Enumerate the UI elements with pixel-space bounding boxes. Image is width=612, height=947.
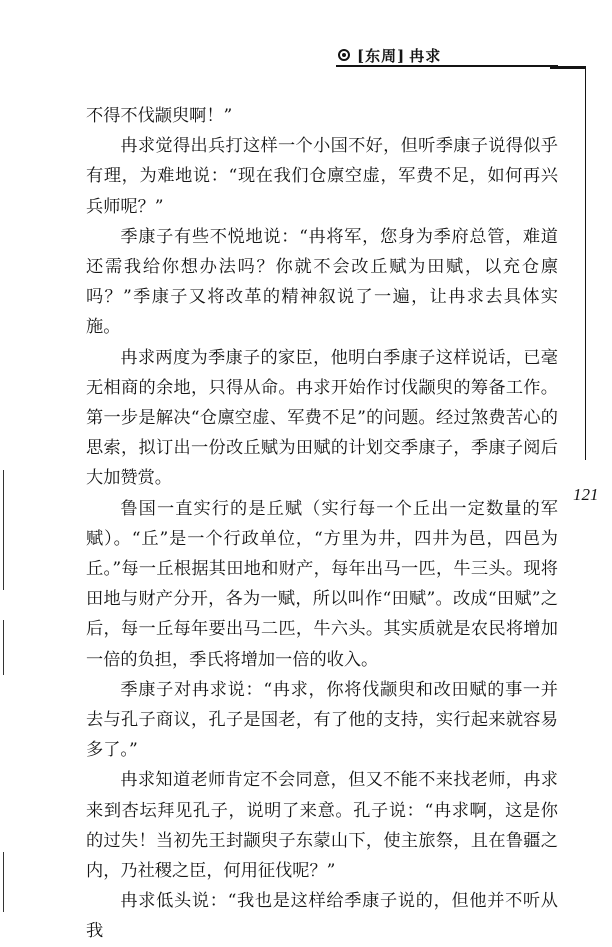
header-section: [东周] bbox=[357, 46, 406, 65]
paragraph: 不得不伐颛臾啊！” bbox=[86, 106, 233, 126]
page-number: 121 bbox=[573, 485, 599, 504]
circled-dot-icon bbox=[338, 49, 350, 61]
margin-line-left bbox=[3, 620, 4, 675]
margin-line-right bbox=[585, 66, 586, 460]
paragraph: 季康子有些不悦地说：“冉将军，您身为季府总管，难道还需我给你想办法吗？你就不会改丘赋为田赋，以充仓廪吗？”季康子又将改革的精神叙说了一遍，让冉求去具体实施。 bbox=[86, 226, 558, 338]
paragraph: 冉求两度为季康子的家臣，他明白季康子这样说话，已毫无相商的余地，只得从命。冉求开始作讨伐颛臾的筹备工作。第一步是解决“仓廪空虚、军费不足”的问题。经过煞费苦心的思索，拟订出一份改丘赋为田赋的计划交季康子，季康子阅后大加赞赏。 bbox=[86, 347, 558, 489]
margin-line-left bbox=[3, 852, 4, 912]
header-rule-accent bbox=[550, 66, 586, 69]
body-text bbox=[86, 101, 558, 947]
header-rule bbox=[336, 65, 558, 67]
paragraph: 鲁国一直实行的是丘赋（实行每一个丘出一定数量的军赋）。“丘”是一个行政单位，“方里为井，四井为邑，四邑为丘。”每一丘根据其田地和财产，每年出马一匹，牛三头。现将田地与财产分开，各为一赋，所以叫作“田赋”。改成“田赋”之后，每一丘每年要出马二匹，牛六头。其实质就是农民将增加一倍的负担，季氏将增加一倍的收入。 bbox=[86, 498, 558, 670]
paragraph: 季康子对冉求说：“冉求，你将伐颛臾和改田赋的事一并去与孔子商议，孔子是国老，有了他的支持，实行起来就容易多了。” bbox=[86, 679, 558, 761]
paragraph: 冉求觉得出兵打这样一个小国不好，但听季康子说得似乎有理，为难地说：“现在我们仓廪空虚，军费不足，如何再兴兵师呢？” bbox=[86, 136, 558, 217]
paragraph: 冉求低头说：“我也是这样给季康子说的，但他并不听从我 bbox=[86, 891, 558, 942]
header-title: 冉求 bbox=[409, 46, 442, 65]
running-header bbox=[338, 44, 441, 66]
paragraph: 冉求知道老师肯定不会同意，但又不能不来找老师，冉求来到杏坛拜见孔子，说明了来意。孔子说：“冉求啊，这是你的过失！当初先王封颛臾子东蒙山下，使主旅祭，且在鲁疆之内，乃社稷之臣，何用征伐呢？” bbox=[86, 770, 558, 882]
margin-line-left bbox=[3, 470, 4, 590]
